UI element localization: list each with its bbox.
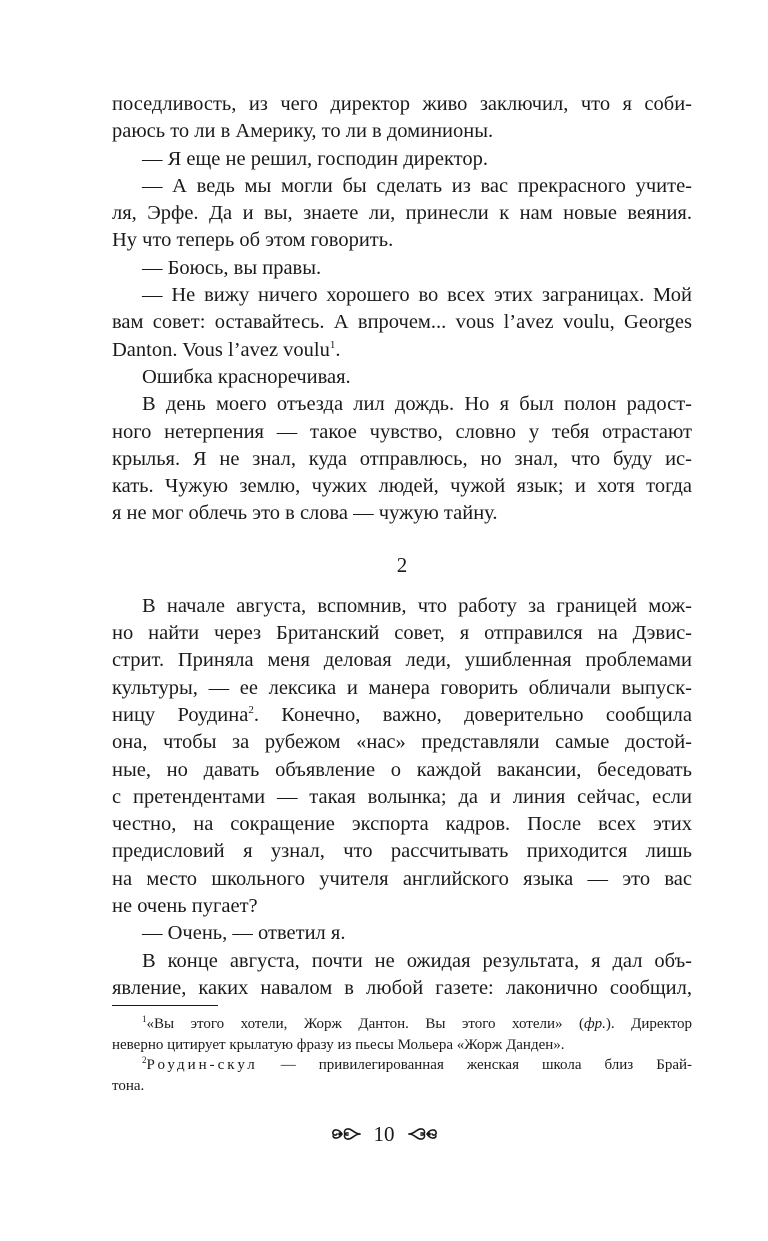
- floral-ornament-right-icon: [407, 1124, 439, 1144]
- footnote-2: [112, 1055, 692, 1076]
- footnote-term: Роудин-скул: [146, 1057, 258, 1073]
- text-line: поседливость, из чего директор живо заключил, что я соби-: [112, 93, 692, 115]
- footnote-text: «Вы этого хотели, Жорж Дантон. Вы этого хотели» (: [146, 1016, 584, 1032]
- text-line: предисловий я узнал, что рассчитывать приходится лишь: [112, 840, 692, 863]
- footnote-text: — привилегированная женская школа близ Брай-: [257, 1057, 692, 1073]
- text-line: ного нетерпения — такое чувство, словно у тебя отрастают: [112, 420, 692, 443]
- text-line: не очень пугает?: [112, 895, 258, 918]
- text-line: я не мог облечь это в слова — чужую тайну.: [112, 502, 498, 525]
- footnote-ref-2[interactable]: 2: [248, 704, 254, 717]
- footnote-abbrev: фр.: [583, 1016, 606, 1032]
- text-line: культуры, — ее лексика и манера говорить обличали выпуск-: [112, 676, 692, 699]
- footnote-ref-1[interactable]: 1: [329, 338, 336, 351]
- text-line: на место школьного учителя английского языка — это вас: [112, 867, 692, 890]
- text-line: Ошибка красноречивая.: [142, 365, 351, 388]
- text-line: ные, но давать объявление о каждой вакансии, беседовать: [112, 758, 692, 781]
- text-line: В день моего отъезда лил дождь. Но я был полон радост-: [142, 393, 692, 416]
- footnote-marker: 1: [142, 1014, 147, 1024]
- text-line: честно, на сокращение экспорта кадров. После всех этих: [112, 813, 692, 836]
- text-line: В начале августа, вспомнив, что работу за границей мож-: [142, 594, 692, 617]
- text-line: Danton. Vous l’avez voulu$^1$.: [112, 338, 341, 361]
- page-number: 10: [373, 1122, 395, 1146]
- text-line: — Боюсь, вы правы.: [142, 256, 322, 279]
- text-line: — Очень, — ответил я.: [142, 922, 346, 945]
- text-line: ля, Эрфе. Да и вы, знаете ли, принесли к нам новые веяния.: [112, 202, 692, 225]
- text-line: с претендентами — такая волынка; да и линия сейчас, если: [112, 785, 692, 808]
- text-line: но найти через Британский совет, я отправился на Дэвис-: [112, 622, 692, 645]
- main-text: [112, 91, 692, 1002]
- text-line: В конце августа, почти не ожидая результата, я дал объ-: [142, 949, 692, 972]
- footnote-2-cont: тона.: [112, 1077, 145, 1094]
- text-line: — Я еще не решил, господин директор.: [142, 147, 488, 170]
- footnotes: [112, 1014, 692, 1096]
- text-fragment: Danton. Vous l’avez voulu: [112, 338, 330, 361]
- text-line: [112, 702, 692, 729]
- text-fragment: ницу Роудина: [112, 703, 249, 726]
- text-line: Ну что теперь об этом говорить.: [112, 229, 394, 252]
- footnote-divider: [112, 1005, 218, 1006]
- chapter-heading: 2: [396, 552, 408, 577]
- page-footer: [0, 1120, 768, 1148]
- text-fragment: . Конечно, важно, доверительно сообщила: [253, 703, 693, 726]
- text-line: стрит. Приняла меня деловая леди, ушибленная проблемами: [112, 649, 692, 672]
- text-line: — Не вижу ничего хорошего во всех этих заграницах. Мой: [142, 284, 692, 307]
- footnote-1-cont: неверно цитирует крылатую фразу из пьесы Мольера «Жорж Данден».: [112, 1036, 565, 1053]
- text-line: раюсь то ли в Америку, то ли в доминионы.: [112, 120, 494, 143]
- text-line: кать. Чужую землю, чужих людей, чужой язык; и хотя тогда: [112, 475, 692, 498]
- text-line: крылья. Я не знал, куда отправлюсь, но знал, что буду ис-: [112, 447, 692, 470]
- floral-ornament-left-icon: [330, 1124, 362, 1144]
- footnote-1: [112, 1014, 692, 1035]
- text-line: явление, каких навалом в любой газете: лаконично сообщил,: [112, 976, 692, 999]
- footnote-marker: 2: [142, 1055, 147, 1065]
- text-line: — А ведь мы могли бы сделать из вас прекрасного учите-: [142, 174, 692, 197]
- footnote-text: ). Директор: [605, 1016, 692, 1032]
- text-line: она, чтобы за рубежом «нас» представляли самые достой-: [112, 731, 692, 754]
- text-line: вам совет: оставайтесь. А впрочем... vous l’avez voulu, Georges: [112, 311, 692, 334]
